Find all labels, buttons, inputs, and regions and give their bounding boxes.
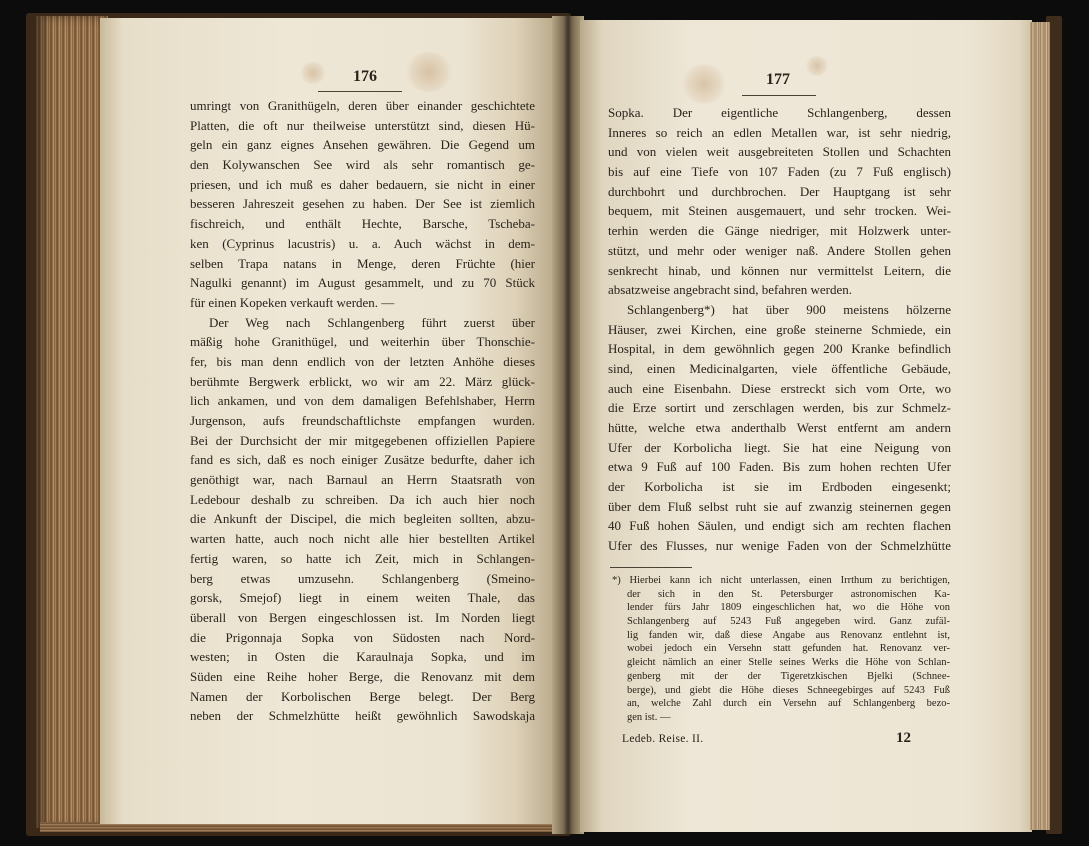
text-line: 40 Fuß hohen Säulen, und endigt sich am rechten flachen xyxy=(608,518,951,534)
text-line: mäßig hohe Granithügel, und weiterhin über Thonschie- xyxy=(190,334,535,350)
foxing-stain xyxy=(806,56,828,76)
text-line: die Ankunft der Discipel, die mich begleiten sollten, abzu- xyxy=(190,511,535,527)
text-line: priesen, und ich muß es daher bedauern, sie nicht in einer xyxy=(190,176,535,192)
text-line: fischreich, und enthält Hechte, Barsche, Tscheba- xyxy=(190,216,535,232)
text-line: westen; in Osten die Karaulnaja Sopka, und im xyxy=(190,649,535,665)
footnote xyxy=(612,574,950,725)
footnote-rule xyxy=(610,567,692,568)
text-line: Ufer des Flusses, nur wenige Faden von der Schmelzhütte xyxy=(608,538,951,554)
text-line: überall von Bergen eingeschlossen ist. Im Norden liegt xyxy=(190,609,535,625)
text-line: Jurgenson, aufs freundschaftlichste empfangen wurden. xyxy=(190,413,535,428)
text-line: sind, einen Medicinalgarten, viele öffentliche Gebäude, xyxy=(608,360,951,376)
text-line: hütte, welche etwa anderthalb Werst entfernt am andern xyxy=(608,420,951,435)
footnote-line: der sich in den St. Petersburger astronomischen Ka- xyxy=(627,588,950,600)
text-line: Hospital, in dem gewöhnlich gegen 200 Kranke befindlich xyxy=(608,341,951,357)
text-line: berg etwas umzusehn. Schlangenberg (Smeino- xyxy=(190,570,535,586)
text-line: bis auf eine Tiefe von 107 Faden (zu 7 Fuß englisch) xyxy=(608,164,951,180)
text-line: neben der Schmelzhütte heißt gewöhnlich Sawodskaja xyxy=(190,708,535,724)
page-stack-edges-left xyxy=(36,16,108,828)
text-line: besseren Jahreszeit gesehen zu haben. Der See ist ziemlich xyxy=(190,196,535,212)
text-line: senkrecht hinab, und können nur vermittelst Leitern, die xyxy=(608,262,951,278)
footnote-line: *) Hierbei kann ich nicht unterlassen, einen Irrthum zu berichtigen, xyxy=(612,575,950,586)
text-line: Sopka. Der eigentliche Schlangenberg, dessen xyxy=(608,105,951,120)
page-number-rule xyxy=(318,91,402,92)
text-line: gorsk, Smejof) liegt in einem weiten Thale, das xyxy=(190,590,535,606)
text-line: und von vielen weit ausgebreiteten Stollen und Schachten xyxy=(608,144,951,160)
text-line: Namen der Korbolischen Berge belegt. Der Berg xyxy=(190,688,535,704)
text-line: warten hatte, auch noch nicht alle hier bestellten Artikel xyxy=(190,531,535,547)
page-number-left: 176 xyxy=(353,68,377,85)
text-line: die Erze sortirt und zerschlagen werden, bis zur Schmelz- xyxy=(608,400,951,416)
footnote-line: lig fanden wir, daß diese Angabe aus Renovanz entlehnt ist, xyxy=(627,629,950,641)
text-line: Süden eine Reihe hoher Berge, die Renovanz mit dem xyxy=(190,668,535,684)
text-line: fertig waren, so hatte ich Zeit, mich in Schlangen- xyxy=(190,550,535,566)
footnote-line: berge), und giebt die Höhe dieses Schneegebirges auf 5243 Fuß xyxy=(627,684,950,696)
text-line: umringt von Granithügeln, deren über einander geschichtete xyxy=(190,98,535,113)
text-line: Schlangenberg*) hat über 900 meistens hölzerne xyxy=(627,301,951,317)
footnote-line: gleicht nämlich an einer Stelle seines Werks die Höhe von Schlan- xyxy=(627,657,950,669)
left-page-text xyxy=(190,96,535,726)
text-line: etwa 9 Fuß auf 100 Faden. Bis zum hohen rechten Ufer xyxy=(608,459,951,475)
text-line: die Prigonnaja Sopka von Südosten nach Nord- xyxy=(190,629,535,645)
text-line: Ledebour deshalb zu schreiben. Da ich auch hier noch xyxy=(190,491,535,507)
text-line: durchbohrt und durchbrochen. Der Hauptgang ist sehr xyxy=(608,183,951,199)
footnote-line: Schlangenberg auf 5243 Fuß angegeben wird. Ganz zufäl- xyxy=(627,616,950,628)
text-line: berühmte Bergwerk erblickt, wo wir am 22. März glück- xyxy=(190,373,535,389)
footnote-line: an, welche Zahl durch ein Versehn auf Schlangenberg bezo- xyxy=(627,698,950,710)
foxing-stain xyxy=(405,52,453,92)
text-line: Der Weg nach Schlangenberg führt zuerst über xyxy=(209,314,535,330)
text-line: fand es sich, daß es noch einiger Zusätze bedurfte, daher ich xyxy=(190,452,535,468)
text-line: Inneres so reich an edlen Metallen war, ist sehr niedrig, xyxy=(608,124,951,140)
text-line: terhin werden die Gänge niedriger, mit Holzwerk unter- xyxy=(608,223,951,239)
signature-mark: Ledeb. Reise. II. xyxy=(622,733,704,745)
text-line: für einen Kopeken verkauft werden. — xyxy=(190,294,395,310)
text-line: der Korbolicha ist sie im Erdboden eingesenkt; xyxy=(608,479,951,495)
foxing-stain xyxy=(682,64,726,104)
text-line: absatzweise angebracht sind, befahren werden. xyxy=(608,282,852,298)
text-line: Bei der Durchsicht der mir mitgegebenen offiziellen Papiere xyxy=(190,432,535,448)
text-line: stützt, und mehr oder weniger naß. Andere Stollen gehen xyxy=(608,242,951,258)
text-line: den Kolywanschen See wird als sehr romantisch ge- xyxy=(190,157,535,173)
text-line: lich ankamen, und von dem damaligen Befehlshaber, Herrn xyxy=(190,393,535,409)
text-line: Ufer der Korbolicha liegt. Sie hat eine Neigung von xyxy=(608,439,951,455)
footnote-line: wobei jedoch ein Versehn statt gefunden hat. Renovanz ver- xyxy=(627,643,950,655)
page-number-right: 177 xyxy=(766,71,790,88)
text-line: Häuser, zwei Kirchen, eine große steinerne Schmiede, ein xyxy=(608,321,951,337)
text-line: Nagulki genannt) im August gesammelt, und zu 70 Stück xyxy=(190,275,535,291)
page-number-rule xyxy=(742,95,816,96)
text-line: über dem Fluß selbst ruht sie auf zwanzig steinernen gegen xyxy=(608,498,951,514)
page-stack-edges-right xyxy=(1030,22,1050,830)
footnote-line: lender fürs Jahr 1809 eingeschlichen hat, wo die Höhe von xyxy=(627,602,950,614)
text-line: ken (Cyprinus lacustris) u. a. Auch wächst in dem- xyxy=(190,235,535,251)
right-page-text xyxy=(608,103,951,556)
text-line: geln ein ganz eignes Ansehen gewähren. Die Gegend um xyxy=(190,137,535,153)
text-line: fer, bis man denn endlich von der letzten Anhöhe dieses xyxy=(190,353,535,369)
footnote-line: genberg mit der der Tigeretzkischen Bjelki (Schnee- xyxy=(627,670,950,682)
footnote-line: gen ist. — xyxy=(627,711,671,723)
text-line: bequem, mit Steinen ausgemauert, und sehr trocken. Wei- xyxy=(608,203,951,219)
text-line: selben Trapa natans in Menge, deren Früchte (hier xyxy=(190,255,535,271)
foxing-stain xyxy=(300,62,326,84)
text-line: auch eine Eisenbahn. Diese erstreckt sich vom Orte, wo xyxy=(608,380,951,396)
text-line: Platten, die oft nur theilweise unterstützt sind, diesen Hü- xyxy=(190,117,535,133)
text-line: genöthigt war, nach Barnaul an Herrn Staatsrath von xyxy=(190,472,535,488)
sheet-number: 12 xyxy=(896,730,911,746)
